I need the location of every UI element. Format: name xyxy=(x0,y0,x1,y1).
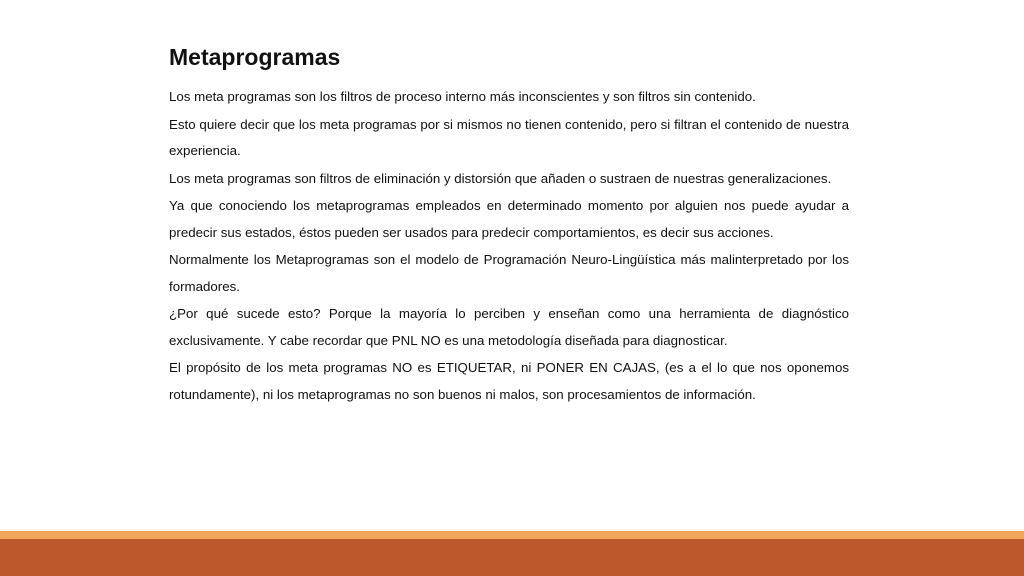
slide-body xyxy=(169,84,849,408)
slide-content xyxy=(169,40,849,409)
footer-bar xyxy=(0,539,1024,576)
body-paragraph: Los meta programas son filtros de eliminación y distorsión que añaden o sustraen de nuestras generalizaciones. xyxy=(169,170,832,186)
body-paragraph: ¿Por qué sucede esto? Porque la mayoría lo perciben y enseñan como una herramienta de diagnóstico exclusivamente. Y cabe recordar que PNL NO es una metodología diseñada para diagnosticar. xyxy=(169,306,849,348)
body-paragraph: El propósito de los meta programas NO es ETIQUETAR, ni PONER EN CAJAS, (es a el lo que nos oponemos rotundamente), ni los metaprogramas no son buenos ni malos, son procesamientos de información. xyxy=(169,360,849,402)
body-paragraph: Ya que conociendo los metaprogramas empleados en determinado momento por alguien nos puede ayudar a predecir sus estados, éstos pueden ser usados para predecir comportamientos, es decir sus acciones. xyxy=(169,198,849,240)
slide-title: Metaprogramas xyxy=(169,44,341,70)
body-paragraph: Esto quiere decir que los meta programas por si mismos no tienen contenido, pero si filtran el contenido de nuestra experiencia. xyxy=(169,116,849,158)
body-paragraph: Normalmente los Metaprogramas son el modelo de Programación Neuro-Lingüística más malinterpretado por los formadores. xyxy=(169,252,849,294)
body-paragraph: Los meta programas son los filtros de proceso interno más inconscientes y son filtros sin contenido. xyxy=(169,89,756,104)
footer-accent-stripe xyxy=(0,531,1024,539)
